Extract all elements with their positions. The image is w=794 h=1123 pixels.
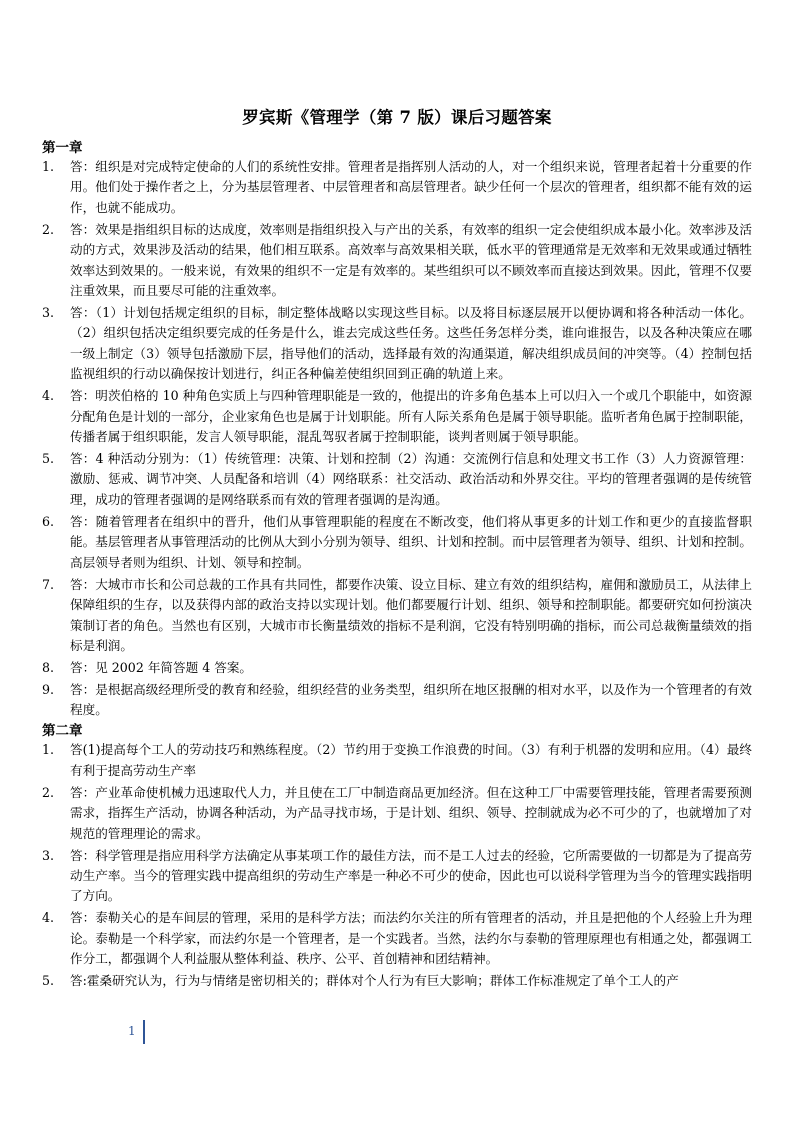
answer-item [42, 658, 752, 678]
answer-item [42, 846, 752, 907]
item-text: 答：组织是对完成特定使命的人们的系统性安排。管理者是指挥别人活动的人，对一个组织来说，管理者起着十分重要的作用。他们处于操作者之上，分为基层管理者、中层管理者和高层管理者。缺少任何一个层次的管理者，组织都不能有效的运作，也就不能成功。 [70, 159, 752, 215]
item-number: 1. [42, 742, 55, 758]
answer-list [42, 157, 752, 721]
answer-item [42, 680, 752, 721]
item-number: 7. [42, 576, 55, 592]
answer-list [42, 740, 752, 991]
item-text: 答：是根据高级经理所受的教育和经验，组织经营的业务类型，组织所在地区报酬的相对水平，以及作为一个管理者的有效程度。 [70, 681, 752, 718]
item-number: 2. [42, 784, 55, 800]
item-number: 2. [42, 221, 55, 237]
item-text: 答：泰勒关心的是车间层的管理，采用的是科学方法；而法约尔关注的所有管理者的活动，并且是把他的个人经验上升为理论。泰勒是一个科学家，而法约尔是一个管理者，是一个实践者。当然，法约尔与泰勒的管理原理也有相通之处，都强调工作分工，都强调个人利益服从整体利益、秩序、公平、首创精神和团结精神。 [70, 910, 752, 967]
item-number: 8. [42, 659, 55, 675]
item-text: 答：产业革命使机械力迅速取代人力，并且使在工厂中制造商品更加经济。但在这种工厂中需要管理技能，管理者需要预测需求，指挥生产活动，协调各种活动，为产品寻找市场，于是计划、组织、领导、控制就成为必不可少的了，也就增加了对规范的管理理论的需求。 [70, 784, 752, 841]
item-number: 5. [42, 973, 55, 989]
item-text: 答：（1）计划包括规定组织的目标，制定整体战略以实现这些目标。以及将目标逐层展开以便协调和将各种活动一体化。（2）组织包括决定组织要完成的任务是什么，谁去完成这些任务。这些任务怎样分类，谁向谁报告，以及各种决策应在哪一级上制定（3）领导包括激励下层，指导他们的活动，选择最有效的沟通渠道，解决组织成员间的冲突等。（4）控制包括监视组织的行动以确保按计划进行，纠正各种偏差使组织回到正确的轨道上来。 [70, 305, 752, 382]
item-text: 答：大城市市长和公司总裁的工作具有共同性，都要作决策、设立目标、建立有效的组织结构，雇佣和激励员工，从法律上保障组织的生存，以及获得内部的政治支持以实现计划。他们都要履行计划、组织、领导和控制职能。都要研究如何扮演决策制订者的角色。当然也有区别，大城市市长衡量绩效的指标不是利润，它没有特别明确的指标，而公司总裁衡量绩效的指标是利润。 [70, 576, 752, 653]
answer-item [42, 740, 752, 781]
item-number: 5. [42, 451, 55, 467]
item-number: 3. [42, 847, 55, 863]
item-number: 9. [42, 681, 55, 697]
answer-item [42, 157, 752, 218]
answer-item [42, 512, 752, 573]
chapter-2 [42, 722, 752, 991]
item-text: 答：效果是指组织目标的达成度，效率则是指组织投入与产出的关系，有效率的组织一定会使组织成本最小化。效率涉及活动的方式，效果涉及活动的结果，他们相互联系。高效率与高效果相关联，低水平的管理通常是无效率和无效果或通过牺牲效率达到效果的。一般来说，有效果的组织不一定是有效率的。某些组织可以不顾效率而直接达到效果。因此，管理不仅要注重效果，而且要尽可能的注重效率。 [70, 221, 752, 299]
answer-item [42, 575, 752, 657]
item-text: 答:霍桑研究认为，行为与情绪是密切相关的；群体对个人行为有巨大影响；群体工作标准规定了单个工人的产 [70, 973, 679, 989]
item-text: 答：4 种活动分别为：（1）传统管理：决策、计划和控制（2）沟通：交流例行信息和处理文书工作（3）人力资源管理：激励、惩戒、调节冲突、人员配备和培训（4）网络联系：社交活动、政治活动和外界交往。平均的管理者强调的是传统管理，成功的管理者强调的是网络联系而有效的管理者强调的是沟通。 [70, 451, 752, 507]
item-text: 答：科学管理是指应用科学方法确定从事某项工作的最佳方法，而不是工人过去的经验，它所需要做的一切都是为了提高劳动生产率。当今的管理实践中提高组织的劳动生产率是一种必不可少的使命，因此也可以说科学管理为当今的管理实践指明了方向。 [70, 847, 752, 904]
item-text: 答：随着管理者在组织中的晋升，他们从事管理职能的程度在不断改变，他们将从事更多的计划工作和更少的直接监督职能。基层管理者从事管理活动的比例从大到小分别为领导、组织、计划和控制。而中层管理者为领导、组织、计划和控制。高层领导者则为组织、计划、领导和控制。 [70, 513, 752, 570]
item-number: 1. [42, 159, 55, 174]
chapter-heading: 第二章 [42, 723, 83, 740]
document-title: 罗宾斯《管理学（第 7 版）课后习题答案 [242, 108, 552, 127]
item-text: 答：见 2002 年简答题 4 答案。 [70, 659, 253, 675]
footer-divider [143, 1020, 145, 1044]
page-number: 1 [128, 1024, 136, 1038]
item-number: 6. [42, 513, 55, 529]
item-number: 4. [42, 388, 55, 404]
document-body [42, 139, 752, 993]
answer-item [42, 971, 752, 991]
answer-item [42, 303, 752, 385]
item-number: 4. [42, 910, 55, 926]
answer-item [42, 783, 752, 844]
item-number: 3. [42, 305, 55, 321]
answer-item [42, 220, 752, 302]
answer-item [42, 449, 752, 510]
item-text: 答：明茨伯格的 10 种角色实质上与四种管理职能是一致的，他提出的许多角色基本上可以归入一个或几个职能中，如资源分配角色是计划的一部分，企业家角色也是属于计划职能。所有人际关系角色是属于领导职能。监听者角色属于控制职能，传播者属于组织职能，发言人领导职能，混乱驾驭者属于控制职能，谈判者则属于领导职能。 [70, 388, 752, 445]
chapter-heading: 第一章 [42, 140, 83, 156]
answer-item [42, 386, 752, 447]
item-text: 答(1)提高每个工人的劳动技巧和熟练程度。（2）节约用于变换工作浪费的时间。（3）有利于机器的发明和应用。（4）最终有利于提高劳动生产率 [70, 742, 752, 778]
chapter-1 [42, 139, 752, 721]
answer-item [42, 908, 752, 969]
